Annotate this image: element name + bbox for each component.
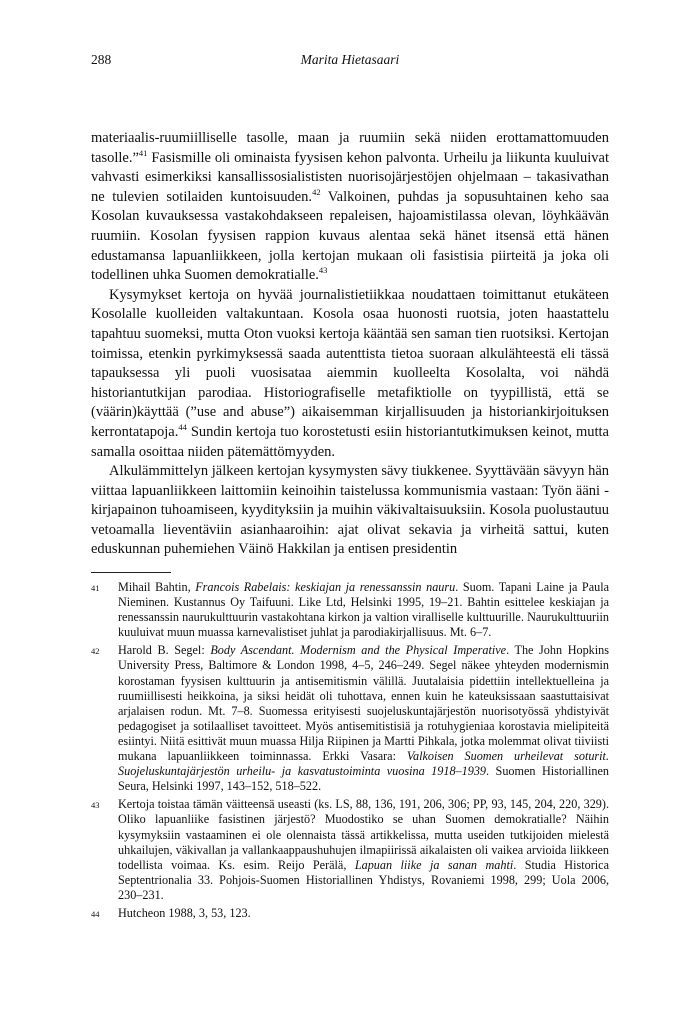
- paragraph-1: [91, 129, 609, 286]
- text-run: Kysymykset kertoja on hyvää journalistietiikkaa noudattaen toimittanut etukäteen Kosolalle kuolleiden valtakuntaan. Kosola osaa huonosti ruotsia, joten haastattelu tapahtuu suomeksi, mutta Oton vuoksi kertoja kääntää sen saman tien ruotsiksi. Kertojan toimissa, etenkin pyrkimyksessä saada autenttista tietoa suoraan alkulähteestä eli tässä tapauksessa yli puoli vuosisataa aiemmin kuolleelta Kosolalta, voi nähdä historiantutkijan parodiaa. Historiografiselle metafiktiolle on tyypillistä, että se (väärin)käyttää (”use and abuse”) aikaisemman kirjallisuuden ja historiankirjoituksen kerrontatapoja.: [91, 286, 609, 440]
- footnote-text: [118, 580, 609, 640]
- footnote-44: [91, 906, 609, 921]
- footnote-number: 42: [91, 646, 100, 657]
- text-run: Sundin kertoja tuo korostetusti esiin historiantutkimuksen keinot, mutta samalla osoittaa niiden pätemättömyyden.: [91, 423, 609, 460]
- text-run: Kertoja toistaa tämän väitteensä useasti (ks. LS, 88, 136, 191, 206, 306; PP, 93, 145, 204, 220, 329). Oliko lapuanliike fasistinen järjestö? Muodostiko se uhan Suomen demokratialle? Näihin kysymyksiin vastaaminen ei ole olennaista tässä artikkelissa, mutta useiden tutkijoiden mielestä uhkailujen, väkivallan ja vallankaappaushuhujen ilmapiirissä aikalaisten oli vaikea arvioida liikkeen todellista voimaa. Ks. esim. Reijo Perälä,: [118, 797, 609, 872]
- text-run: Mihail Bahtin,: [118, 580, 196, 594]
- footnote-43: [91, 797, 609, 903]
- text-run: Harold B. Segel:: [118, 643, 211, 658]
- page-header: [91, 52, 609, 74]
- running-head: Marita Hietasaari: [300, 52, 400, 67]
- footnote-text: [118, 643, 609, 794]
- italic-title: Body Ascendant. Modernism and the Physical Imperative: [210, 643, 507, 658]
- footnote-text: [118, 906, 609, 921]
- footnote-ref: 42: [312, 186, 321, 197]
- footnote-number: 43: [91, 800, 100, 811]
- text-run: . The John Hopkins University Press, Baltimore & London 1998, 4–5, 246–249. Segel näkee yhteyden modernismin korostaman fyysisen kulttuurin ja antisemitismin välillä. Juutalaisia pidettiin intellektuelleina ja ruumiillisesti heikkoina, ja siksi heidät oli tuhottava, ennen kuin he kateuksissaan saastuttaisivat arjalaisen rodun. Mt. 7–8. Suomessa erityisesti suojeluskuntajärjestön nuorisotyössä yhdistyivät pedagogiset ja sotilaalliset tavoitteet. Myös antisemitistisiä ja rotuhygieniaa korostavia mielipiteitä esiintyi. Niitä esittivät muun muassa Hilja Riipinen ja Martti Pihkala, jotka molemmat olivat tiiviisti mukana lapuanliikkeen toiminnassa. Erkki Vasara:: [118, 643, 609, 764]
- text-run: materiaalis-ruumiilliselle tasolle, maan ja ruumiin sekä niiden erottamattomuuden tasolle.”: [91, 130, 609, 166]
- text-run: Fasismille oli ominaista fyysisen kehon palvonta. Urheilu ja liikunta kuuluivat vahvasti esimerkiksi kansallissosialististen nuorisojärjestöjen ohjelmaan – takasivathan ne tulevien sotilaiden kuntoisuuden.: [91, 149, 609, 205]
- body-text: [91, 129, 609, 560]
- paragraph-2: [91, 286, 609, 462]
- footnote-ref: 41: [138, 147, 148, 158]
- footnote-number: 44: [91, 908, 100, 919]
- footnote-ref: 43: [318, 265, 328, 276]
- text-run: Alkulämmittelyn jälkeen kertojan kysymysten sävy tiukkenee. Syyttävään sävyyn hän viittaa lapuanliikkeen laittomiin keinoihin taistelussa kommunismia vastaan: Työn ääni -kirjapainon tuhoamiseen, kyydityksiin ja muihin väkivaltaisuuksiin. Kosola puolustautuu vetoamalla lieventäviin asianhaaroihin: ajat olivat sekavia ja virheitä sattui, kuten eduskunnan puhemiehen Väinö Hakkilan ja entisen presidentin: [91, 463, 609, 558]
- page-number: 288: [91, 52, 112, 67]
- footnote-ref: 44: [178, 422, 187, 433]
- italic-title: Valkoisen Suomen urheilevat soturit. Suojeluskuntajärjestön urheilu- ja kasvatustoiminta vuosina 1918–1939: [118, 749, 609, 779]
- footnote-number: 41: [91, 583, 100, 593]
- italic-title: Lapuan liike ja sanan mahti: [354, 857, 514, 872]
- text-run: Valkoinen, puhdas ja sopusuhtainen keho saa Kosolan kuvauksessa vastakohdakseen repaleisen, hajoamistilassa olevan, löyhkäävän ruumiin. Kosolan fyysisen rappion kuvaus alentaa sekä hänet itsensä että hänen edustamansa lapuanliikkeen, jolla kertojan mukaan oli fasistisia piirteitä ja joka oli todellinen uhka Suomen demokratialle.: [91, 188, 609, 284]
- text-run: . Studia Historica Septentrionalia 33. Pohjois-Suomen Historiallinen Yhdistys, Rovaniemi 1998, 299; Uola 2006, 230–231.: [118, 857, 609, 902]
- paragraph-3: [91, 462, 609, 560]
- footnote-text: [118, 797, 609, 903]
- footnotes: [91, 580, 609, 924]
- text-run: . Suomen Historiallinen Seura, Helsinki 1997, 143–152, 518–522.: [118, 764, 609, 794]
- footnote-41: [91, 580, 609, 640]
- text-run: Hutcheon 1988, 3, 53, 123.: [118, 905, 251, 920]
- italic-title: Francois Rabelais: keskiajan ja renessanssin nauru: [195, 580, 456, 594]
- footnote-42: [91, 643, 609, 794]
- footnote-separator: [91, 572, 171, 573]
- text-run: . Suom. Tapani Laine ja Paula Nieminen. Kustannus Oy Taifuuni. Like Ltd, Helsinki 1995, 19–21. Bahtin esittelee keskiajan ja renessanssin naurukulttuurin vastakohtana kirkon ja valtion viralliselle kulttuurille. Naurukulttuuriin kuuluivat muun muassa karnevalistiset juhlat ja parodiakirjallisuus. Mt. 6–7.: [118, 580, 610, 640]
